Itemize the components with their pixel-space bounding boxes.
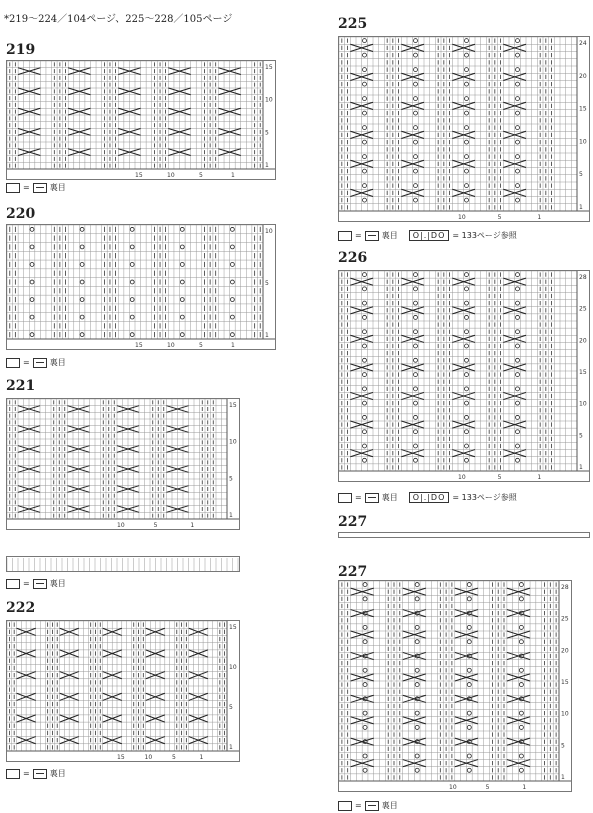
yarn-over [80,245,84,249]
column-number: 10 [167,342,175,349]
column-number: 5 [485,784,490,791]
yarn-over [30,263,34,267]
yarn-over [467,768,471,772]
chart-title-227-cut: 227 [338,514,368,530]
yarn-over [363,39,367,43]
yarn-over [414,301,418,305]
yarn-over [363,640,367,644]
yarn-over [519,625,523,629]
yarn-over [516,198,520,202]
column-number: 1 [522,784,527,791]
yarn-over [516,287,520,291]
row-number: 28 [579,274,587,281]
yarn-over [363,430,367,434]
yarn-over [363,184,367,188]
column-number: 1 [199,754,204,761]
yarn-over [414,373,418,377]
row-number: 10 [229,664,237,671]
chart-title-221: 221 [6,378,36,394]
yarn-over [415,768,419,772]
yarn-over [180,227,184,231]
yarn-over [414,111,418,115]
yarn-over [467,668,471,672]
yarn-over [30,280,34,284]
row-number: 15 [561,679,569,686]
yarn-over [516,126,520,130]
yarn-over [516,82,520,86]
yarn-over [516,315,520,319]
yarn-over [516,97,520,101]
yarn-over [414,444,418,448]
column-number: 15 [135,172,143,179]
yarn-over [465,68,469,72]
yarn-over [465,430,469,434]
yarn-over [230,245,234,249]
column-number: 10 [458,214,466,221]
row-number: 5 [579,432,583,440]
yarn-over [519,754,523,758]
yarn-over [415,711,419,715]
yarn-over [363,358,367,362]
yarn-over [180,280,184,284]
row-number: 10 [561,710,569,718]
yarn-over [467,583,471,587]
yarn-over [230,333,234,337]
row-number: 5 [229,704,233,711]
yarn-over [465,82,469,86]
yarn-over [363,401,367,405]
column-number: 10 [167,172,175,179]
yarn-over [30,315,34,319]
row-number: 15 [229,624,237,631]
yarn-over [180,298,184,302]
yarn-over [465,301,469,305]
yarn-over [414,184,418,188]
yarn-over [465,140,469,144]
yarn-over [363,287,367,291]
row-number: 5 [265,129,269,137]
cable-reference-symbol: O|.|DO [409,492,450,503]
knit-symbol-icon [338,493,352,503]
yarn-over [519,768,523,772]
yarn-over [30,245,34,249]
column-number: 5 [199,342,203,349]
yarn-over [465,287,469,291]
yarn-over [363,768,367,772]
column-number: 10 [144,754,153,761]
legend-226: = 裏目 O|.|DO = 133ページ参照 [338,492,517,503]
yarn-over [363,668,367,672]
yarn-over [363,111,367,115]
yarn-over [180,315,184,319]
yarn-over [467,754,471,758]
yarn-over [414,344,418,348]
purl-symbol-icon [365,493,379,503]
yarn-over [363,330,367,334]
row-number: 20 [561,647,569,655]
legend-227: = 裏目 [338,800,398,811]
legend-225: = 裏目 O|.|DO = 133ページ参照 [338,230,517,241]
row-number: 25 [561,615,569,623]
row-number: 5 [579,171,583,179]
yarn-over [519,583,523,587]
page-header: *219〜224／104ページ、225〜228／105ページ [4,14,233,25]
column-number: 5 [497,214,502,221]
chart-title-227: 227 [338,564,368,580]
yarn-over [363,344,367,348]
knit-symbol-icon [338,801,352,811]
yarn-over [363,198,367,202]
reference-note: = 133ページ参照 [452,231,517,240]
yarn-over [414,82,418,86]
yarn-over [80,333,84,337]
yarn-over [465,111,469,115]
yarn-over [363,754,367,758]
yarn-over [30,298,34,302]
row-number: 20 [579,337,587,345]
yarn-over [414,315,418,319]
yarn-over [414,330,418,334]
legend-220: = 裏目 [6,357,66,368]
yarn-over [516,68,520,72]
chart-226 [338,270,590,482]
yarn-over [80,263,84,267]
yarn-over [465,155,469,159]
yarn-over [467,640,471,644]
knit-symbol-icon [6,769,20,779]
legend-221: = 裏目 [6,578,66,589]
purl-symbol-icon [33,769,47,779]
yarn-over [80,315,84,319]
chart-title-222: 222 [6,600,36,616]
yarn-over [363,725,367,729]
column-number: 10 [458,474,466,481]
yarn-over [414,68,418,72]
row-number: 24 [579,40,587,47]
chart-227-cut-strip [338,532,590,538]
chart-grid [339,37,589,221]
knit-symbol-icon [6,358,20,368]
yarn-over [363,373,367,377]
yarn-over [415,597,419,601]
yarn-over [414,415,418,419]
yarn-over [180,333,184,337]
chart-title-225: 225 [338,16,368,32]
yarn-over [516,155,520,159]
row-number: 5 [265,280,269,287]
yarn-over [516,111,520,115]
row-number: 1 [579,464,583,471]
yarn-over [519,597,523,601]
yarn-over [414,155,418,159]
yarn-over [467,725,471,729]
yarn-over [414,169,418,173]
yarn-over [363,711,367,715]
chart-227 [338,580,572,792]
yarn-over [465,330,469,334]
yarn-over [414,198,418,202]
yarn-over [130,245,134,249]
yarn-over [465,273,469,277]
yarn-over [465,198,469,202]
yarn-over [465,39,469,43]
yarn-over [516,430,520,434]
yarn-over [414,387,418,391]
chart-title-220: 220 [6,206,36,222]
column-number: 15 [135,342,143,349]
yarn-over [465,401,469,405]
column-number: 1 [231,172,235,179]
yarn-over [415,625,419,629]
yarn-over [130,333,134,337]
yarn-over [516,301,520,305]
chart-225 [338,36,590,222]
chart-grid [7,225,275,349]
yarn-over [516,184,520,188]
chart-221-strip [6,556,240,572]
yarn-over [230,280,234,284]
yarn-over [516,358,520,362]
chart-221 [6,398,240,530]
yarn-over [519,683,523,687]
yarn-over [363,415,367,419]
chart-grid [7,399,239,529]
chart-grid [7,621,239,761]
yarn-over [465,53,469,57]
row-number: 28 [561,584,569,591]
yarn-over [415,725,419,729]
row-number: 1 [229,744,233,751]
purl-symbol-icon [33,183,47,193]
chart-title-226: 226 [338,250,368,266]
yarn-over [516,140,520,144]
strip-grid [7,558,239,572]
yarn-over [414,53,418,57]
yarn-over [516,387,520,391]
yarn-over [414,97,418,101]
yarn-over [415,583,419,587]
row-number: 25 [579,305,587,313]
yarn-over [363,597,367,601]
purl-symbol-icon [33,358,47,368]
yarn-over [519,640,523,644]
yarn-over [465,373,469,377]
yarn-over [363,97,367,101]
column-number: 15 [117,754,125,761]
yarn-over [516,401,520,405]
yarn-over [465,358,469,362]
yarn-over [180,263,184,267]
yarn-over [415,683,419,687]
yarn-over [465,458,469,462]
yarn-over [80,227,84,231]
purl-symbol-icon [33,579,47,589]
yarn-over [363,315,367,319]
yarn-over [415,668,419,672]
chart-grid [339,581,571,791]
yarn-over [519,668,523,672]
knit-symbol-icon [6,183,20,193]
yarn-over [516,169,520,173]
yarn-over [465,415,469,419]
yarn-over [414,273,418,277]
yarn-over [519,711,523,715]
row-number: 5 [561,742,565,750]
yarn-over [230,298,234,302]
row-number: 1 [579,204,583,211]
yarn-over [414,430,418,434]
column-number: 1 [231,342,235,349]
chart-220 [6,224,276,350]
yarn-over [363,458,367,462]
yarn-over [363,140,367,144]
column-number: 5 [497,474,502,481]
yarn-over [516,330,520,334]
purl-symbol-icon [365,801,379,811]
yarn-over [465,184,469,188]
legend-219: = 裏目 [6,182,66,193]
yarn-over [465,387,469,391]
row-number: 5 [229,475,233,483]
yarn-over [414,401,418,405]
yarn-over [516,458,520,462]
yarn-over [363,583,367,587]
yarn-over [363,625,367,629]
column-number: 5 [199,172,203,179]
row-number: 10 [579,400,587,408]
yarn-over [516,373,520,377]
yarn-over [415,640,419,644]
yarn-over [467,711,471,715]
row-number: 20 [579,72,587,80]
knit-symbol-icon [6,579,20,589]
yarn-over [230,227,234,231]
yarn-over [363,169,367,173]
column-number: 10 [117,522,125,529]
row-number: 1 [265,162,269,169]
row-number: 1 [229,512,233,519]
yarn-over [363,82,367,86]
yarn-over [130,280,134,284]
yarn-over [230,263,234,267]
yarn-over [363,68,367,72]
reference-note: = 133ページ参照 [452,493,517,502]
yarn-over [414,126,418,130]
row-number: 15 [265,64,273,71]
column-number: 5 [172,754,176,761]
yarn-over [467,597,471,601]
yarn-over [465,344,469,348]
yarn-over [230,315,234,319]
yarn-over [30,227,34,231]
yarn-over [130,315,134,319]
yarn-over [516,344,520,348]
yarn-over [465,169,469,173]
row-number: 15 [579,105,587,113]
yarn-over [414,458,418,462]
yarn-over [516,444,520,448]
yarn-over [363,301,367,305]
yarn-over [465,97,469,101]
yarn-over [80,280,84,284]
yarn-over [130,263,134,267]
yarn-over [130,227,134,231]
chart-grid [339,271,589,481]
chart-219 [6,60,276,180]
yarn-over [414,39,418,43]
yarn-over [363,387,367,391]
yarn-over [516,39,520,43]
yarn-over [516,273,520,277]
column-number: 1 [537,214,542,221]
yarn-over [519,725,523,729]
yarn-over [363,273,367,277]
yarn-over [363,444,367,448]
yarn-over [415,754,419,758]
yarn-over [465,444,469,448]
column-number: 5 [153,522,158,529]
row-number: 1 [561,774,565,781]
legend-222: = 裏目 [6,768,66,779]
chart-grid [7,61,275,179]
row-number: 10 [229,438,237,446]
yarn-over [465,126,469,130]
yarn-over [180,245,184,249]
yarn-over [363,683,367,687]
yarn-over [363,155,367,159]
column-number: 1 [190,522,195,529]
yarn-over [30,333,34,337]
row-number: 15 [229,402,237,409]
row-number: 10 [265,228,273,235]
yarn-over [80,298,84,302]
row-number: 15 [579,369,587,376]
row-number: 10 [265,96,273,104]
row-number: 10 [579,138,587,146]
row-number: 1 [265,332,269,339]
column-number: 1 [537,474,542,481]
yarn-over [516,53,520,57]
yarn-over [467,683,471,687]
column-number: 10 [449,784,457,791]
chart-222 [6,620,240,762]
yarn-over [130,298,134,302]
cable-reference-symbol: O|.|DO [409,230,450,241]
chart-title-219: 219 [6,42,36,58]
yarn-over [363,53,367,57]
yarn-over [465,315,469,319]
yarn-over [414,140,418,144]
yarn-over [414,287,418,291]
yarn-over [414,358,418,362]
yarn-over [516,415,520,419]
purl-symbol-icon [365,231,379,241]
knit-symbol-icon [338,231,352,241]
yarn-over [363,126,367,130]
yarn-over [467,625,471,629]
